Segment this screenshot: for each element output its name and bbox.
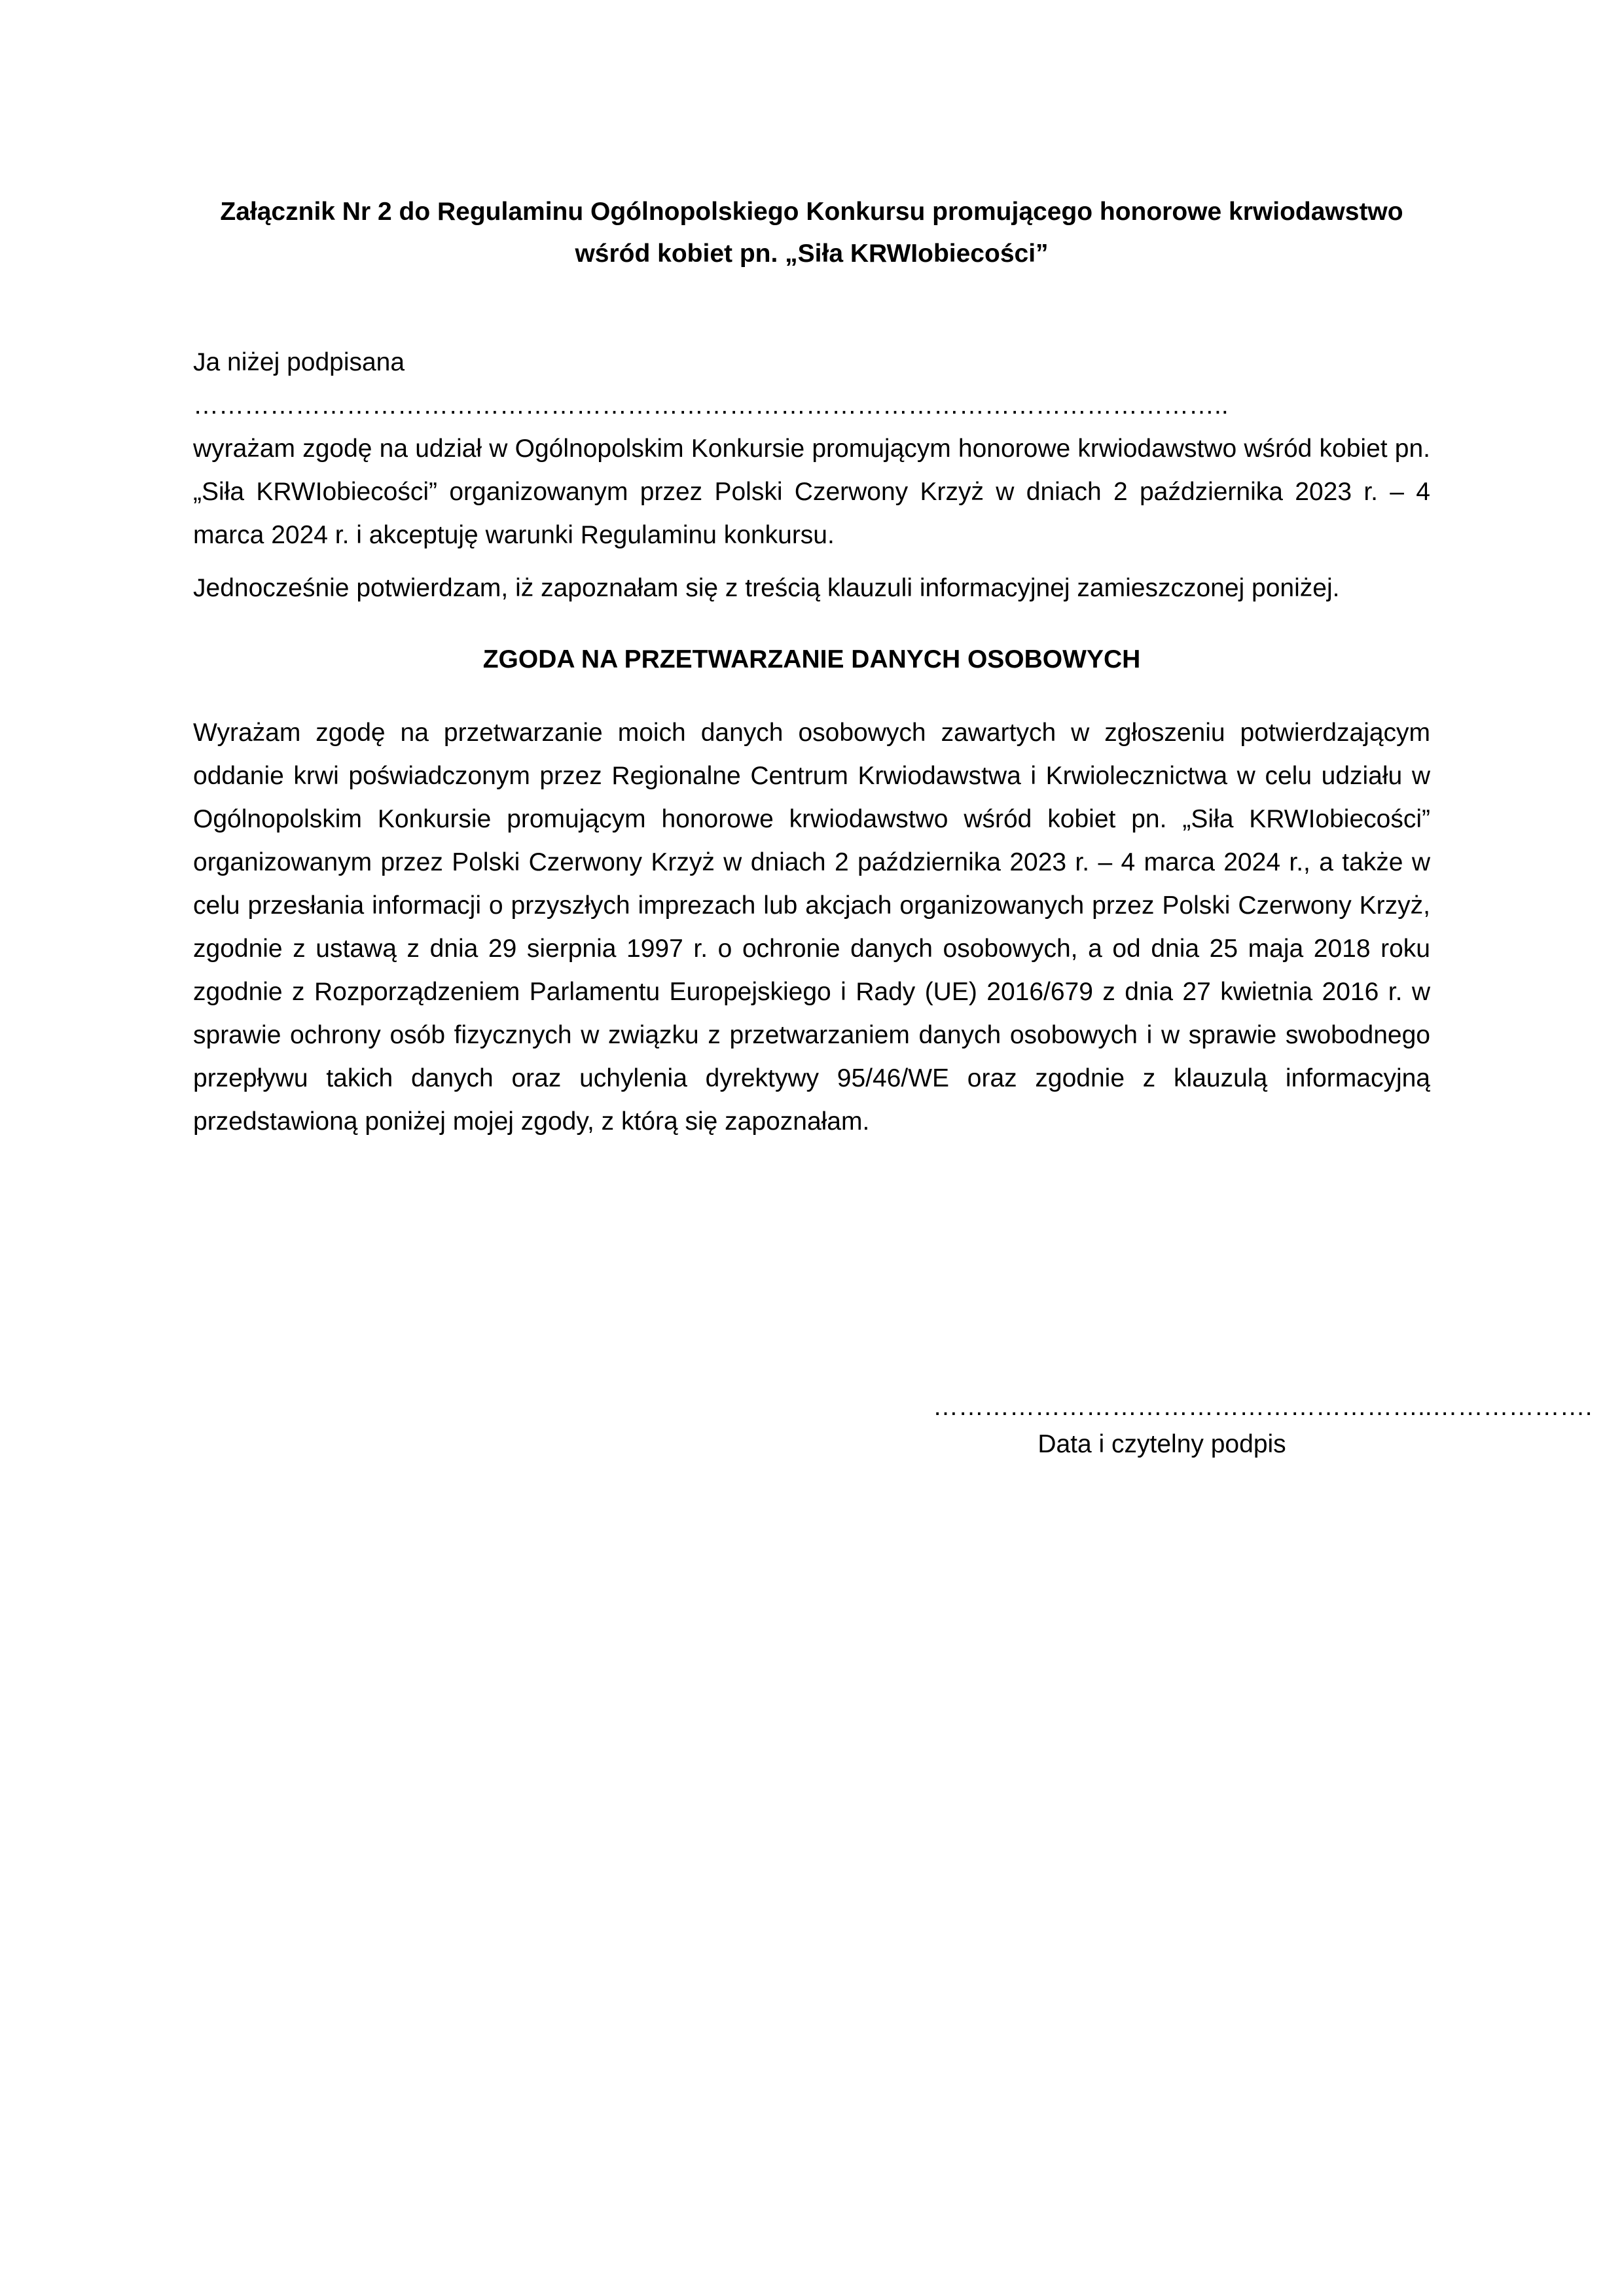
participation-consent-text: wyrażam zgodę na udział w Ogólnopolskim Konkursie promującym honorowe krwiodawstwo wśród kobiet pn. „Siła KRWIobiecości” organizowanym przez Polski Czerwony Krzyż w dniach 2 października 2023 r. – 4 marca 2024 r. i akceptuję warunki Regulaminu konkursu.	[193, 435, 1430, 549]
signatory-name-blank: …………………………………………………………………………………………………………..	[193, 391, 1229, 420]
data-processing-consent-text: Wyrażam zgodę na przetwarzanie moich danych osobowych zawartych w zgłoszeniu potwierdzającym oddanie krwi poświadczonym przez Regionalne Centrum Krwiodawstwa i Krwiolecznictwa w celu udziału w Ogólnopolskim Konkursie promującym honorowe krwiodawstwo wśród kobiet pn. „Siła KRWIobiecości” organizowanym przez Polski Czerwony Krzyż w dniach 2 października 2023 r. – 4 marca 2024 r., a także w celu przesłania informacji o przyszłych imprezach lub akcjach organizowanych przez Polski Czerwony Krzyż, zgodnie z ustawą z dnia 29 sierpnia 1997 r. o ochronie danych osobowych, a od dnia 25 maja 2018 roku zgodnie z Rozporządzeniem Parlamentu Europejskiego i Rady (UE) 2016/679 z dnia 27 kwietnia 2016 r. w sprawie ochrony osób fizycznych w związku z przetwarzaniem danych osobowych i w sprawie swobodnego przepływu takich danych oraz uchylenia dyrektywy 95/46/WE oraz zgodnie z klauzulą informacyjną przedstawioną poniżej mojej zgody, z którą się zapoznałam.	[193, 719, 1430, 1136]
signatory-label: Ja niżej podpisana	[193, 348, 405, 376]
information-clause-confirmation: Jednocześnie potwierdzam, iż zapoznałam się z treścią klauzuli informacyjnej zamieszczonej poniżej.	[193, 574, 1340, 602]
signature-blank: …………………………………………………..……………….	[933, 1393, 1593, 1421]
consent-heading: ZGODA NA PRZETWARZANIE DANYCH OSOBOWYCH	[482, 645, 1141, 673]
document-title	[151, 191, 1473, 275]
document-title-line-2: wśród kobiet pn. „Siła KRWIobiecości”	[575, 240, 1049, 268]
document-title-line-1: Załącznik Nr 2 do Regulaminu Ogólnopolskiego Konkursu promującego honorowe krwiodawstwo	[220, 198, 1403, 226]
signature-label: Data i czytelny podpis	[1038, 1430, 1286, 1458]
signatory-line	[193, 341, 1430, 427]
participant-declaration	[193, 341, 1430, 557]
